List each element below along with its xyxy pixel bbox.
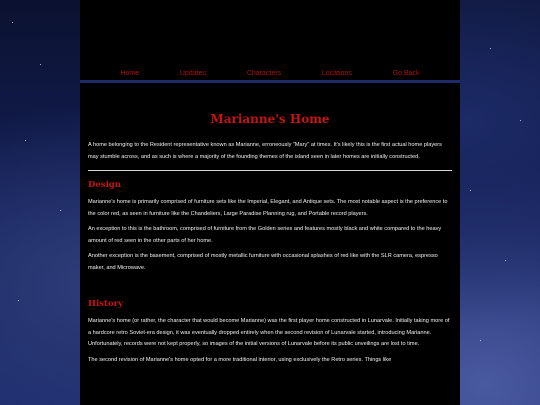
design-paragraph-3: Another exception is the basement, comprised of mostly metallic furniture with occasional splashes of red like with the SLR camera, espresso maker, and Microwave. (88, 253, 438, 271)
background-star (490, 48, 491, 49)
design-paragraph-2: An exception to this is the bathroom, comprised of furniture from the Golden series and features mostly black and white compared to the heavy amount of red seen in the other parts of her home. (88, 226, 442, 244)
nav-link-characters[interactable]: Characters (246, 69, 282, 77)
background-star (470, 190, 471, 191)
nav-link-locations[interactable]: Locations (321, 69, 352, 77)
background-star (40, 64, 41, 65)
header-banner (80, 0, 460, 66)
main-content (88, 86, 452, 370)
history-paragraph-1: Marianne's home (or rather, the character that would become Marianne) was the first player home constructed in Lunarvale. Initially taking more of a hardcore retro Soviet-era design, it was eventually dropped entirely when the second revision of Lunarvale started, introducing Marianne. Unfortunately, records were not kept properly, so images of the initial versions of Lunarvale before its public unveilings are lost to time. (88, 318, 450, 347)
top-navigation (80, 66, 460, 80)
nav-link-go-back[interactable]: Go Back (392, 69, 420, 77)
section-divider (88, 170, 452, 171)
nav-link-updates[interactable]: Updates (179, 69, 206, 77)
background-star (480, 340, 481, 341)
background-star (60, 210, 61, 211)
intro-paragraph: A home belonging to the Resident representative known as Marianne, erroneously "Mary" at times. It's likely this is the first actual home players may stumble across, and as such is where a majority of the founding themes of the island seen in later homes are initially constructed. (88, 142, 442, 160)
design-paragraph-1: Marianne's home is primarily comprised of furniture sets like the Imperial, Elegant, and Antique sets. The most notable aspect is the preference to the color red, as seen in furniture like the Chandeliers, Large Paradise Planning rug, and Portable record players. (88, 199, 448, 217)
background-star (12, 22, 13, 23)
page-title: Marianne's Home (210, 112, 330, 126)
history-paragraph-2: The second revision of Marianne's home opted for a more traditional interior, using exclusively the Retro series. Things like (88, 356, 392, 363)
history-heading: History (88, 299, 124, 309)
page-container (80, 0, 460, 405)
background-star (520, 120, 521, 121)
design-heading: Design (88, 180, 121, 190)
nav-divider (80, 80, 460, 83)
nav-link-home[interactable]: Home (120, 69, 140, 77)
background-star (25, 140, 26, 141)
background-star (18, 300, 19, 301)
background-star (505, 260, 506, 261)
